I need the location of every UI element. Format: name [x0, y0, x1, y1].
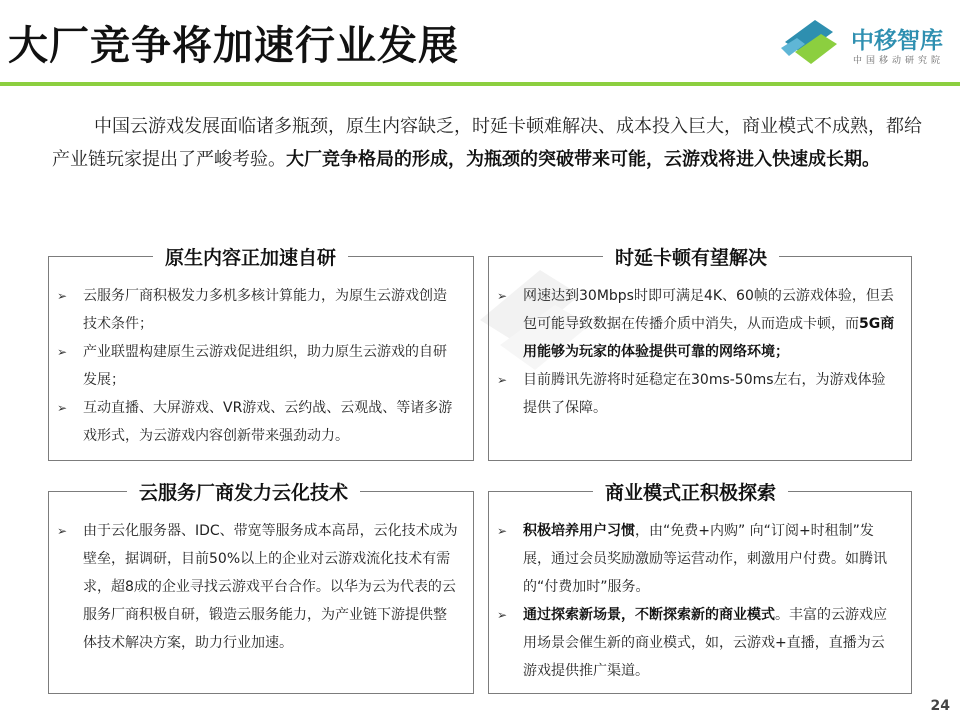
list-item: ➢ 通过探索新场景，不断探索新的商业模式。丰富的云游戏应用场景会催生新的商业模式，如，云游戏+直播，直播为云游戏提供推广渠道。: [489, 601, 897, 685]
bullet-arrow-icon: ➢: [57, 289, 68, 303]
bullet-arrow-icon: ➢: [497, 608, 508, 622]
list-item: ➢ 网速达到30Mbps时即可满足4K、60帧的云游戏体验，但丢包可能导致数据在传播介质中消失，从而造成卡顿，而5G商用能够为玩家的体验提供可靠的网络环境；: [489, 282, 897, 366]
bullet-arrow-icon: ➢: [497, 289, 508, 303]
intro-paragraph: [52, 110, 922, 176]
logo-mark-icon: [775, 12, 847, 70]
bullet-arrow-icon: ➢: [57, 401, 68, 415]
list-item: ➢ 由于云化服务器、IDC、带宽等服务成本高昂，云化技术成为壁垒，据调研，目前50%以上的企业对云游戏流化技术有需求，超8成的企业寻找云游戏平台合作。以华为云为代表的云服务厂商积极自研，锻造云服务能力，为产业链下游提供整体技术解决方案，助力行业加速。: [49, 517, 459, 657]
list-item: ➢ 互动直播、大屏游戏、VR游戏、云约战、云观战、等诸多游戏形式，为云游戏内容创新带来强劲动力。: [49, 394, 459, 450]
bullet-arrow-icon: ➢: [497, 373, 508, 387]
box-cloud-tech: [48, 482, 474, 694]
box-title-cloud-tech: 云服务厂商发力云化技术: [127, 478, 360, 505]
intro-text: 中国云游戏发展面临诸多瓶颈，原生内容缺乏，时延卡顿难解决、成本投入巨大，商业模式不成熟，都给产业链玩家提出了严峻考验。: [52, 116, 922, 170]
header-divider: [0, 82, 960, 86]
list-item: ➢ 产业联盟构建原生云游戏促进组织，助力原生云游戏的自研发展；: [49, 338, 459, 394]
list-item: ➢ 目前腾讯先游将时延稳定在30ms-50ms左右，为游戏体验提供了保障。: [489, 366, 897, 422]
box-business-model: [488, 482, 912, 694]
bullet-arrow-icon: ➢: [57, 524, 68, 538]
bullet-arrow-icon: ➢: [57, 345, 68, 359]
company-logo: [775, 10, 950, 72]
box-title-native-content: 原生内容正加速自研: [153, 243, 348, 270]
box-native-content: [48, 247, 474, 461]
box-title-latency: 时延卡顿有望解决: [603, 243, 779, 270]
logo-name: 中移智库: [851, 28, 943, 54]
list-item: ➢ 积极培养用户习惯，由“免费+内购” 向“订阅+时租制”发展，通过会员奖励激励等运营动作，刺激用户付费。如腾讯的“付费加时”服务。: [489, 517, 897, 601]
page-number: 24: [930, 698, 950, 714]
box-latency: [488, 247, 912, 461]
intro-highlight: 大厂竞争格局的形成，为瓶颈的突破带来可能，云游戏将进入快速成长期。: [286, 149, 880, 170]
page-title: 大厂竞争将加速行业发展: [8, 23, 459, 69]
bullet-arrow-icon: ➢: [497, 524, 508, 538]
list-item: ➢ 云服务厂商积极发力多机多核计算能力，为原生云游戏创造技术条件；: [49, 282, 459, 338]
logo-subtitle: 中国移动研究院: [853, 56, 945, 66]
box-title-business-model: 商业模式正积极探索: [593, 478, 788, 505]
